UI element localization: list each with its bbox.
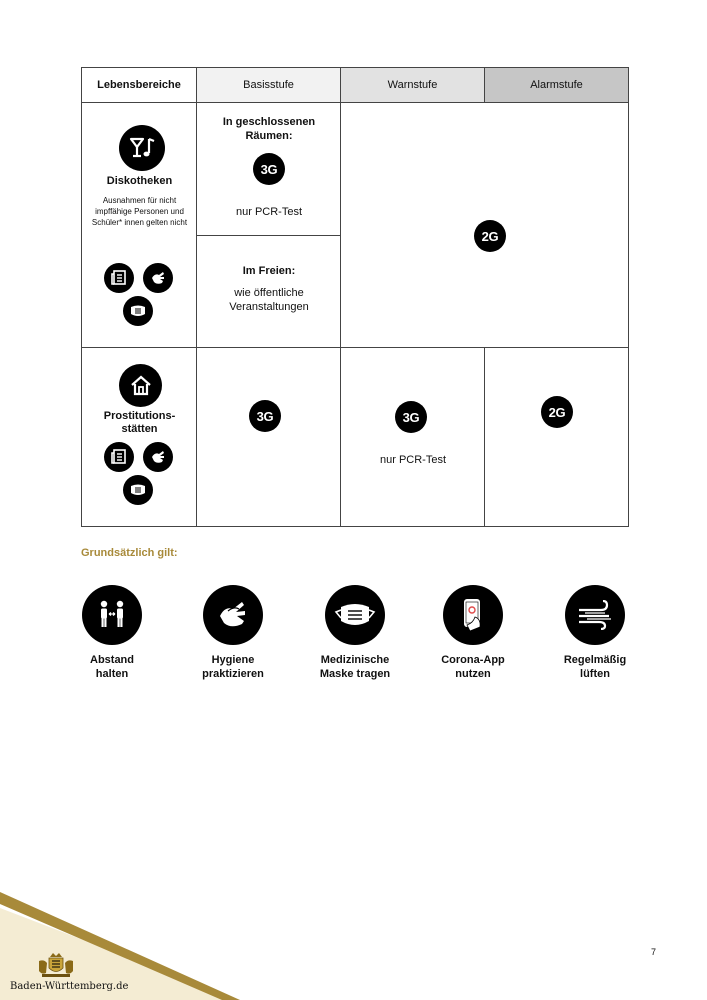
diskotheken-basis-outdoor-cell [197,236,341,348]
mask-icon [325,585,385,645]
header-alarmstufe: Alarmstufe [485,68,628,103]
rule-label-ventilate: Regelmäßig lüften [563,654,627,680]
row-title-diskotheken: Diskotheken [106,175,173,187]
hand-wash-icon [143,263,173,293]
section-heading: Grundsätzlich gilt: [81,547,178,559]
house-icon [119,364,162,407]
row-note-diskotheken: Ausnahmen für nicht impffähige Personen und Schüler* innen gelten nicht [91,196,188,227]
diskotheken-warn-alarm-cell [341,103,628,348]
hand-wash-icon [143,442,173,472]
pcr-note: nur PCR-Test [379,454,447,466]
prostitution-alarm-cell [485,348,628,526]
prostitution-warn-cell [341,348,485,526]
rule-label-app: Corona-App nutzen [441,654,505,680]
hand-wash-icon [203,585,263,645]
wind-icon [565,585,625,645]
badge-3g: 3G [253,153,285,185]
rule-label-distance: Abstand halten [90,654,134,680]
pcr-note: nur PCR-Test [235,206,303,218]
newspaper-icon [104,263,134,293]
mask-icon [123,296,153,326]
prostitution-basis-cell [197,348,341,526]
rule-label-hygiene: Hygiene praktizieren [202,654,264,680]
rule-label-mask: Medizinische Maske tragen [319,654,391,680]
cocktail-music-icon [119,125,165,171]
outdoor-note: wie öffentliche Veranstaltungen [229,287,309,313]
header-basisstufe: Basisstufe [197,68,341,103]
row-title-prostitution: Prostitutions-stätten [103,410,176,435]
newspaper-icon [104,442,134,472]
rules-table [81,67,629,527]
page-number: 7 [651,947,657,957]
diskotheken-basis-indoor-cell [197,103,341,236]
row-diskotheken-label-cell [82,103,197,348]
mask-icon [123,475,153,505]
badge-3g: 3G [249,400,281,432]
badge-2g: 2G [474,220,506,252]
badge-2g: 2G [541,396,573,428]
header-lebensbereiche: Lebensbereiche [82,68,197,103]
row-prostitution-label-cell [82,348,197,526]
distance-icon [82,585,142,645]
header-warnstufe: Warnstufe [341,68,485,103]
outdoor-title: Im Freien: [242,265,296,277]
indoor-title: In geschlossenen Räumen: [222,116,316,142]
coat-of-arms-icon [36,953,76,979]
footer-brand-text: Baden-Württemberg.de [10,981,129,992]
app-icon [443,585,503,645]
badge-3g: 3G [395,401,427,433]
